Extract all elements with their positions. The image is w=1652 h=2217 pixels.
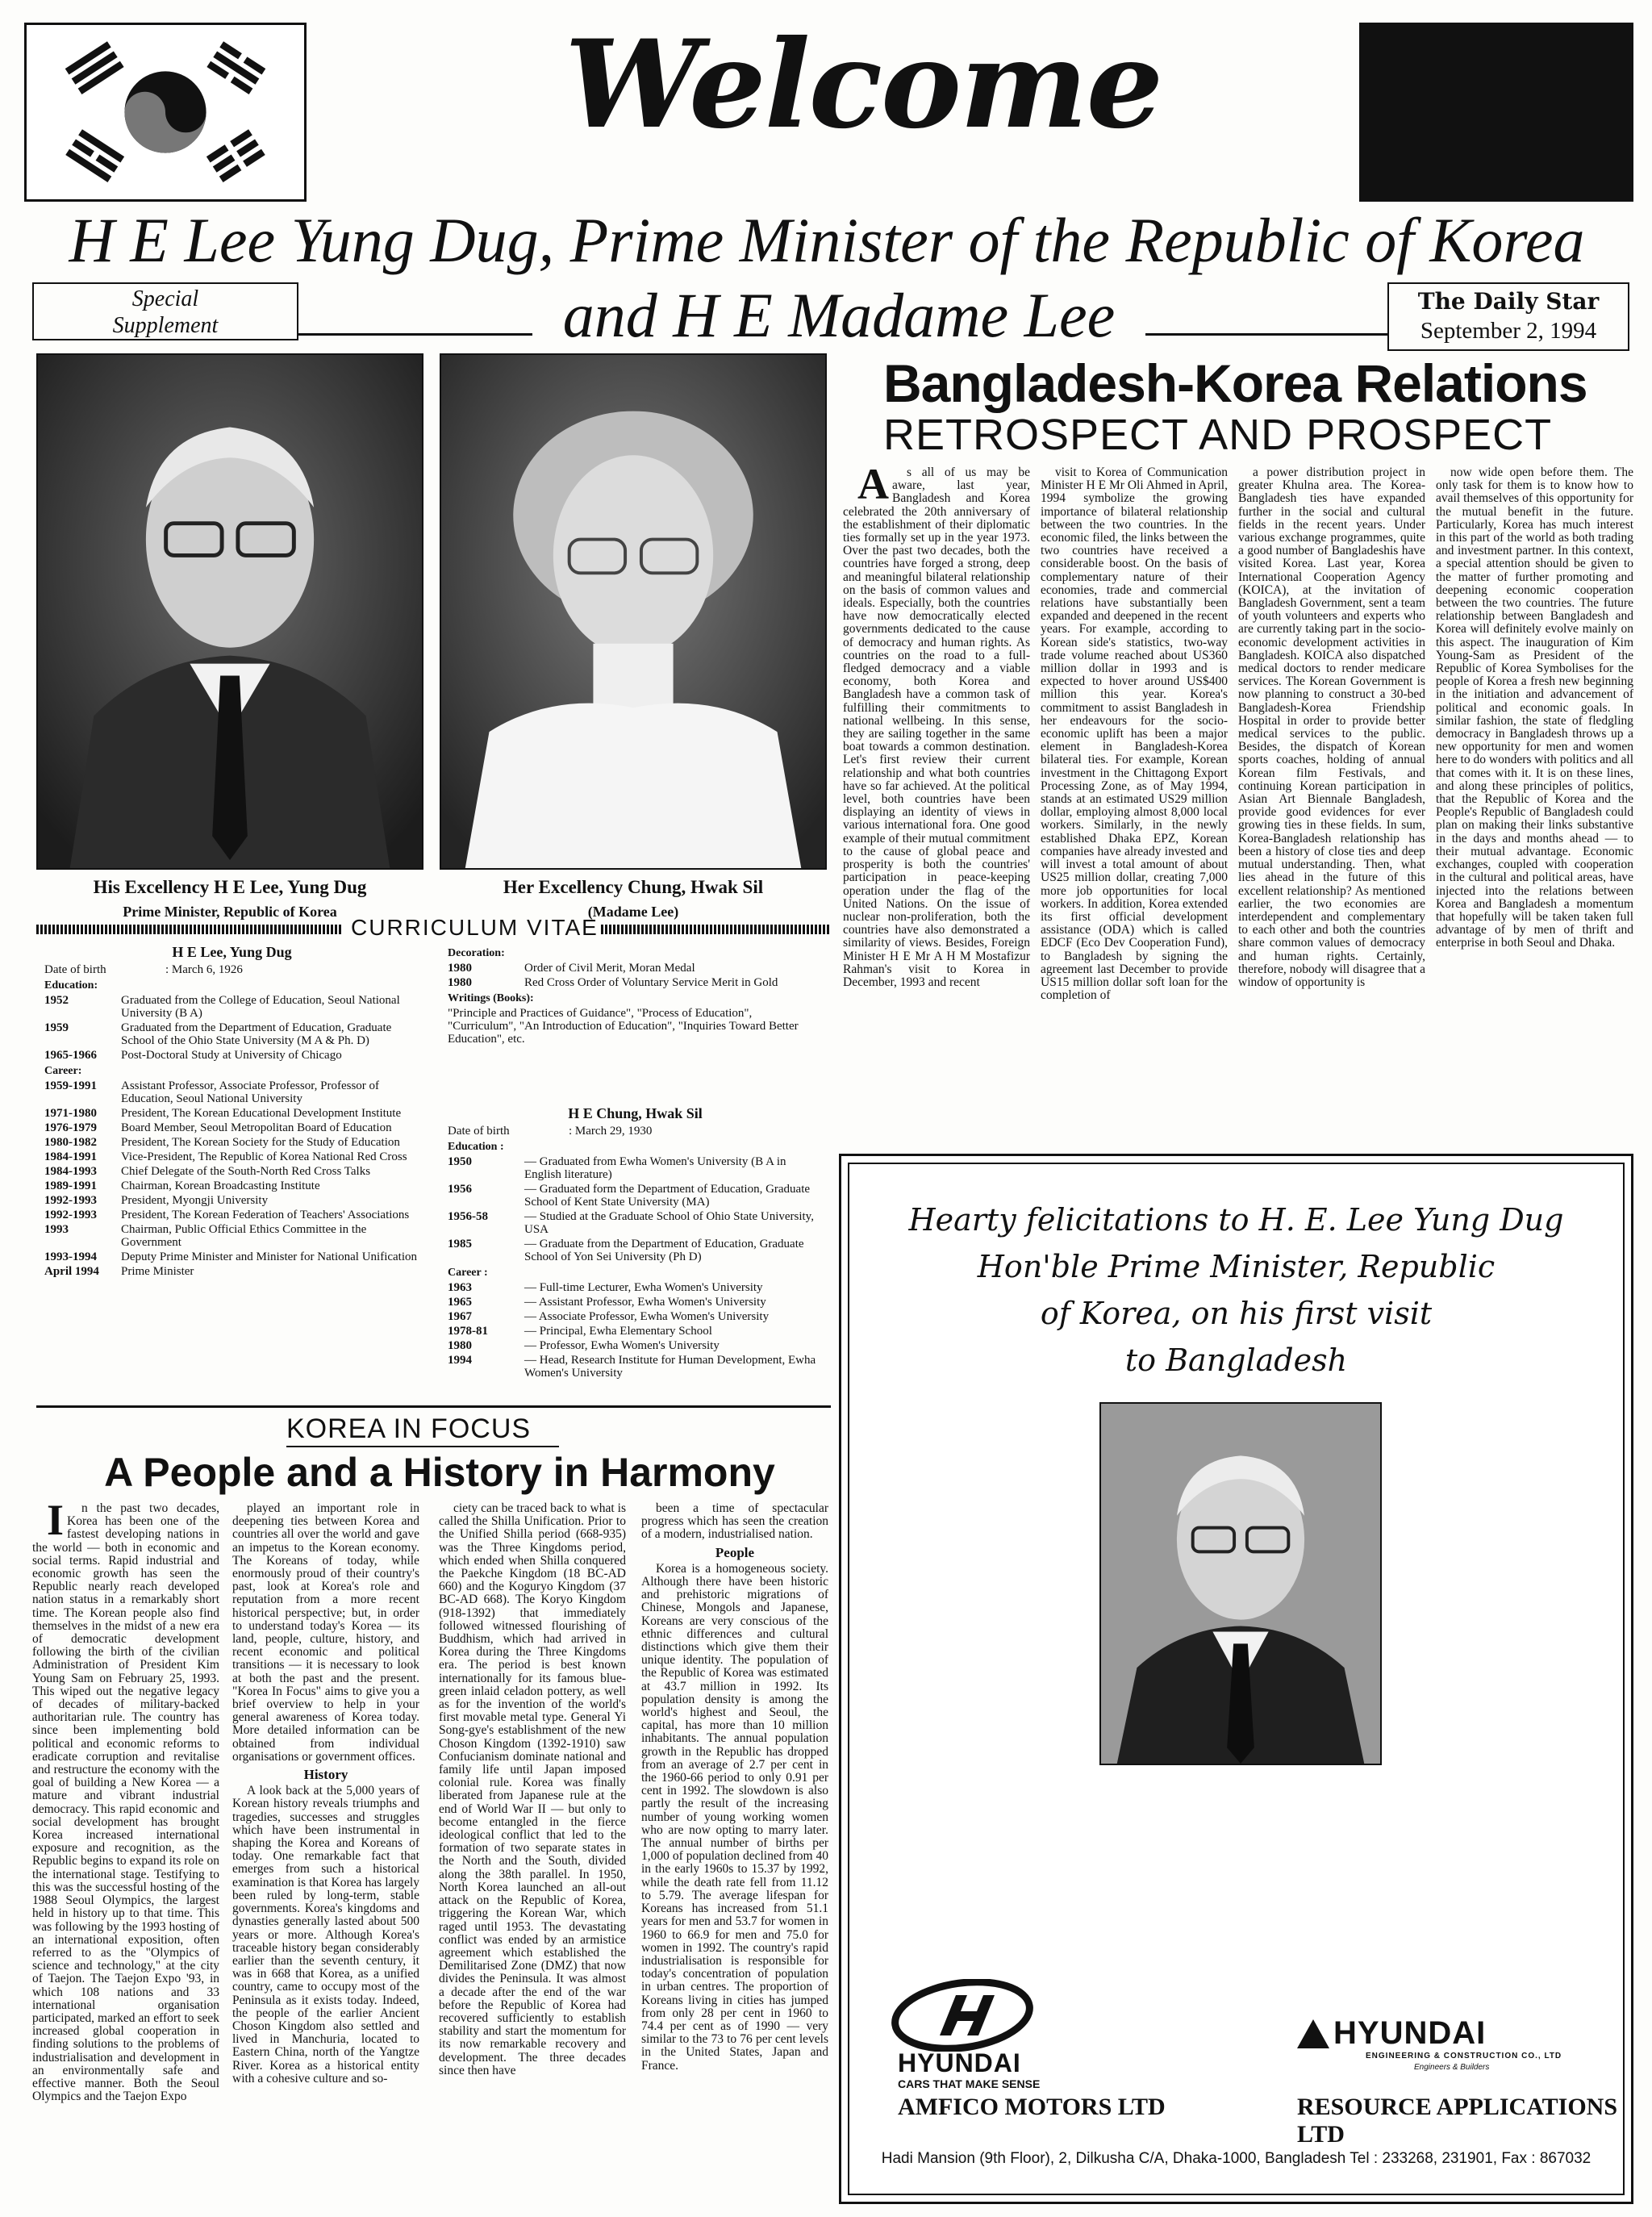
focus-text-1: In the past two decades, Korea has been one of the fastest developing nations in the world — both in economic and social terms. Rapid industrial and economic growth has seen the Republic nearly reach developed nation status in a remarkably short time. The Korean people also find themselves in the midst of a new era of democratic development following the birth of the civilian Administration of President Kim Young Sam on February 25, 1993. This wiped out the negative legacy of decades of military-backed authoritarian rule. The country has since been implementing bold political and economic reforms to eradicate corruption and revitalise and restructure the economy with the goal of building a New Korea — a mature and vibrant industrial democracy. This rapid economic and social development has brought Korea increased international exposure and recognition, as the Republic begins to expand its role on the international stage. Testifying to this was the successful hosting of the 1988 Seoul Olympics, the largest held in history up to that time. This was following by the 1993 hosting of an international exposition, often referred to as the "Olympics of science and technology," at the city of Taejon. The Taejon Expo '93, in which 108 nations and 33 international organisation participated, marked an effort to seek increased global cooperation in finding solutions to the problems of industrialisation and development in an environmentally safe and effective manner. Both the Seoul Olympics and the Taejon Expo bbox=[32, 1502, 219, 2104]
cv-entry-row bbox=[44, 1079, 419, 1105]
relations-text-1: As all of us may be aware, last year, Bangladesh and Korea celebrated the 20th anniversary of the establishment of their diplomatic ties formally set up in the year 1973. Over the past two decades, both the countries have forged a strong, deep and meaningful bilateral relationship on the basis of common values and ideals. Especially, both the countries have now democratically elected governments dedicated to the cause of democracy and human rights. As countries on the road to a full-fledged democracy and a viable economy, both Korea and Bangladesh have a common task of fulfilling their commitments to national wellbeing. In this sense, they are sailing together in the same boat towards a common destination. Let's first review their current relationship and what both countries have so far achieved. At the political level, both countries have been displaying an identity of views in various international fora. One good example of their mutual commitment to the cause of global peace and prosperity is both the countries' participation in peace-keeping operation under the flag of the United Nations. On the issue of nuclear non-proliferation, both the countries have also demonstrated a similarity of views. Besides, Foreign Minister H E Mr A H M Mostafizur Rahman's visit to Korea in December, 1993 and recent bbox=[843, 466, 1030, 989]
felicitation-advertisement bbox=[839, 1154, 1633, 2204]
cv-entry-row bbox=[448, 1296, 823, 1309]
cv-entry-row bbox=[448, 1339, 823, 1352]
cv-entry-year: 1984-1991 bbox=[44, 1150, 97, 1163]
paper-masthead: The Daily Star bbox=[1417, 288, 1600, 315]
focus-text-2b: A look back at the 5,000 years of Korean history reveals triumphs and tragedies, successes and struggles which have been instrumental in shaping the Korea and Koreans of today. One remarkable fact that emerges from such a historical examination is that Korea has largely been ruled by long-term, stable governments. Korea's kingdoms and dynasties generally lasted about 500 years or more. Although Korea's traceable history began considerably earlier than the seventh century, it was in 668 that Korea, as a unified country, came to occupy most of the Peninsula as it exists today. Indeed, the people of the earlier Ancient Choson Kingdom also settled and lived in Manchuria, located to Eastern China, north of the Yangtze River. Korea as a historical entity with a cohesive culture and so- bbox=[232, 1784, 419, 2085]
paper-dateline-box bbox=[1387, 282, 1629, 351]
ad-message-line3: of Korea, on his first visit bbox=[1040, 1296, 1433, 1331]
hyundai-brand: HYUNDAI bbox=[898, 2048, 1021, 2077]
cv-entry-row bbox=[44, 1209, 419, 1221]
people-subhead: People bbox=[715, 1544, 755, 1560]
cv-entry-year: 1989-1991 bbox=[44, 1179, 97, 1192]
cv-entry-text: — Head, Research Institute for Human Development, Ewha Women's University bbox=[524, 1354, 816, 1380]
focus-column-2 bbox=[232, 1502, 419, 2208]
guest-title-line1: H E Lee Yung Dug, Prime Minister of the Republic of Korea bbox=[69, 205, 1585, 275]
cv-entry-year: 1952 bbox=[44, 994, 69, 1007]
cv-pm-column bbox=[44, 944, 419, 1280]
hyundai-logo-icon bbox=[890, 1979, 1035, 2052]
cv-entry-row bbox=[44, 1136, 419, 1149]
korean-flag-image bbox=[24, 23, 307, 202]
cv-madame-name: H E Chung, Hwak Sil bbox=[568, 1105, 703, 1121]
cv-entry-year: April 1994 bbox=[44, 1265, 99, 1278]
header-rule-right bbox=[1145, 333, 1387, 336]
cv-entry-text: — Professor, Ewha Women's University bbox=[524, 1339, 720, 1352]
cv-entry-row bbox=[44, 1049, 419, 1062]
hyundai-tagline: CARS THAT MAKE SENSE bbox=[898, 2077, 1041, 2090]
pm-portrait-ad-photo bbox=[1099, 1402, 1382, 1765]
cv-entry-year: 1992-1993 bbox=[44, 1194, 97, 1207]
cv-entry-text: President, Myongji University bbox=[121, 1194, 269, 1207]
cv-pm-career-list bbox=[44, 1079, 419, 1278]
cv-entry-row bbox=[448, 1281, 823, 1294]
cv-entry-row bbox=[448, 1155, 823, 1181]
ad-address: Hadi Mansion (9th Floor), 2, Dilkusha C/A, Dhaka-1000, Bangladesh Tel : 233268, 231901, Fax : 867032 bbox=[881, 2150, 1592, 2167]
amfico-company: AMFICO MOTORS LTD bbox=[898, 2094, 1166, 2120]
focus-kicker-rule bbox=[286, 1446, 559, 1447]
cv-entry-text: Assistant Professor, Associate Professor, Professor of Education, Seoul National University bbox=[121, 1079, 380, 1105]
focus-text-4: Korea is a homogeneous society. Although there have been historic and prehistoric migrations of Chinese, Mongols and Japanese, Koreans are very conscious of the ethnic differences and cultural distinctions which give them their unique identity. The population of the Republic of Korea was estimated at 43.7 million in 1992. Its population density is among the world's highest and Seoul, the capital, has more than 10 million inhabitants. The annual population growth in the Republic has dropped from an average of 2.7 per cent in the 1960-66 period to only 0.91 per cent in 1992. The slowdown is also partly the result of the increasing number of young working women who are now opting to marry later. The annual number of births per 1,000 of population declined from 40 in the early 1960s to 15.37 by 1992, while the death rate fell from 11.12 to 5.79. The average lifespan for Koreans has increased from 51.1 years for men and 53.7 for women in 1960 to 66.9 for men and 75.0 for women in 1992. The country's rapid industrialisation is responsible for today's concentration of population in urban centres. The proportion of Koreans living in cities has jumped from only 28 per cent in 1960 to 74.4 per cent as of 1990 — very similar to the 73 to 76 per cent levels in the United States, Japan and France. bbox=[641, 1561, 828, 2073]
cv-entry-year: 1959 bbox=[44, 1021, 69, 1034]
cv-pm-writings-label: Writings (Books): bbox=[448, 992, 534, 1004]
cv-entry-text: — Graduated from Ewha Women's University (B A in English literature) bbox=[524, 1155, 786, 1181]
cv-entry-year: 1978-81 bbox=[448, 1325, 488, 1338]
cv-entry-row bbox=[448, 962, 823, 975]
cv-entry-row bbox=[448, 1354, 823, 1380]
hyundai-construction-triangle-icon bbox=[1297, 2019, 1329, 2048]
cv-entry-year: 1956 bbox=[448, 1183, 472, 1196]
cv-entry-year: 1965 bbox=[448, 1296, 472, 1309]
cv-entry-year: 1985 bbox=[448, 1238, 472, 1250]
cv-entry-year: 1963 bbox=[448, 1281, 472, 1294]
special-label: Special bbox=[131, 286, 199, 311]
cv-entry-text: Chief Delegate of the South-North Red Cross Talks bbox=[121, 1165, 371, 1178]
cv-entry-text: — Studied at the Graduate School of Ohio State University, USA bbox=[524, 1210, 814, 1236]
pm-caption-title: Prime Minister, Republic of Korea bbox=[123, 904, 337, 920]
cv-entry-year: 1980-1982 bbox=[44, 1136, 97, 1149]
cv-entry-year: 1980 bbox=[448, 962, 472, 975]
cv-entry-row bbox=[448, 1238, 823, 1263]
black-emblem-box bbox=[1359, 23, 1633, 202]
cv-entry-text: President, The Korean Society for the Study of Education bbox=[121, 1136, 400, 1149]
prime-minister-photo bbox=[36, 353, 423, 870]
focus-text-4a: been a time of spectacular progress which has seen the creation of a modern, industrialised nation. bbox=[641, 1502, 828, 1542]
cv-entry-row bbox=[44, 1121, 419, 1134]
cv-entry-row bbox=[44, 1165, 419, 1178]
cv-entry-text: Chairman, Public Official Ethics Committee in the Government bbox=[121, 1223, 367, 1249]
cv-entry-text: Order of Civil Merit, Moran Medal bbox=[524, 962, 695, 975]
focus-column-4 bbox=[641, 1502, 828, 2208]
ad-message-line4: to Bangladesh bbox=[1124, 1342, 1348, 1378]
ad-message-line1: Hearty felicitations to H. E. Lee Yung Dug bbox=[908, 1202, 1564, 1238]
cv-entry-text: Graduated from the College of Education, Seoul National University (B A) bbox=[121, 994, 400, 1020]
cv-entry-row bbox=[44, 1150, 419, 1163]
cv-entry-year: 1993-1994 bbox=[44, 1250, 97, 1263]
hyundai-construction-brand: HYUNDAI bbox=[1333, 2015, 1487, 2051]
cv-entry-year: 1984-1993 bbox=[44, 1165, 97, 1178]
cv-entry-year: 1971-1980 bbox=[44, 1107, 97, 1120]
resource-applications-company: RESOURCE APPLICATIONS LTD bbox=[1297, 2094, 1618, 2148]
focus-headline: A People and a History in Harmony bbox=[104, 1450, 775, 1495]
cv-pm-education-label: Education: bbox=[44, 979, 98, 992]
relations-column-2 bbox=[1041, 466, 1228, 1138]
cv-entry-text: Graduated from the Department of Education, Graduate School of the Ohio State University (M A & Ph. D) bbox=[121, 1021, 392, 1047]
relations-column-1 bbox=[843, 466, 1030, 1138]
cv-pm-writings: "Principle and Practices of Guidance", "Process of Education", "Curriculum", "An Introduction of Education", "Inquiries Toward Better Education", etc. bbox=[448, 1007, 799, 1046]
hyundai-construction-subtagline: Engineers & Builders bbox=[1414, 2063, 1490, 2072]
cv-entry-text: Post-Doctoral Study at University of Chicago bbox=[121, 1049, 342, 1062]
cv-pm-dob: : March 6, 1926 bbox=[165, 963, 243, 976]
hyundai-construction-tagline: ENGINEERING & CONSTRUCTION CO., LTD bbox=[1366, 2052, 1562, 2060]
cv-entry-text: Red Cross Order of Voluntary Service Merit in Gold bbox=[524, 976, 778, 989]
cv-entry-text: — Principal, Ewha Elementary School bbox=[524, 1325, 712, 1338]
cv-entry-row bbox=[448, 1310, 823, 1323]
history-subhead: History bbox=[303, 1767, 348, 1783]
focus-text-2: played an important role in deepening ties between Korea and countries all over the world and gave an impetus to the Korean economy. The Koreans of today, while enormously proud of their country's past, look at Korea's role and reputation from a more recent historical perspective; but, in order to understand today's Korea — its land, people, culture, history, and recent economic and political transitions — it is necessary to look at both the past and the present. "Korea In Focus" aims to give you a brief overview to help in your general awareness of Korea today. More detailed information can be obtained from individual organisations or government offices. bbox=[232, 1502, 419, 1764]
cv-entry-year: 1993 bbox=[44, 1223, 69, 1236]
relations-text-3: a power distribution project in greater Khulna area. The Korea-Bangladesh ties have expanded further in the social and cultural fields in the recent years. Under various exchange programmes, quite a good number of Bangladeshis have visited Korea. Last year, Korea International Cooperation Agency (KOICA), at the invitation of Bangladesh Government, sent a team of youth volunteers and experts who are currently taking part in the socio-economic development activities in Bangladesh. KOICA also dispatched medical doctors to render medicare services. The Korean Government is now planning to construct a 30-bed Bangladesh-Korea Friendship Hospital in order to provide better medical services to the public. Besides, the dispatch of Korean sports coaches, holding of annual Korean film Festivals, and continuing Korean participation in Asian Art Biennale Bangladesh, provide good evidences for ever growing ties in these fields. In sum, Korea-Bangladesh relationship has been a history of close ties and deep mutual understanding. Then, what lies ahead in the future of this excellent relationship? As mentioned earlier, the two economies are interdependent and complementary to each other and both the countries share common values of democracy and human rights. Certainly, therefore, nobody will disagree that a window of opportunity is bbox=[1238, 466, 1425, 989]
cv-entry-text: President, The Korean Federation of Teachers' Associations bbox=[121, 1209, 410, 1221]
cv-entry-year: 1980 bbox=[448, 976, 472, 989]
cv-pm-education-list bbox=[44, 994, 419, 1062]
relations-subheadline: RETROSPECT AND PROSPECT bbox=[883, 411, 1553, 459]
cv-entry-row bbox=[44, 1265, 419, 1278]
cv-entry-text: — Assistant Professor, Ewha Women's University bbox=[524, 1296, 766, 1309]
focus-column-1 bbox=[32, 1502, 219, 2208]
ad-message-line2: Hon'ble Prime Minister, Republic bbox=[977, 1249, 1496, 1284]
cv-entry-row bbox=[44, 1250, 419, 1263]
relations-text-2: visit to Korea of Communication Minister H E Mr Oli Ahmed in April, 1994 symbolize the growing importance of bilateral relationship between the two countries. In the economic filed, the links between the two countries have received a considerable boost. On the basis of complementary nature of their economies, trade and commercial relations have substantially been expanded and deepened in the recent years. For example, according to Korean side's statistics, two-way trade volume reached about US360 million dollar in 1993 and is expected to hover around US$400 million this year. Korea's commitment to assist Bangladesh in her endeavours for the socio-economic uplift has been a major element in Bangladesh-Korea bilateral ties. For example, Korean investment in the Chittagong Export Processing Zone, as of May 1994, stands at an estimated US29 million dollar, employing almost 8,000 local workers. Similarly, in the newly established Dhaka EPZ, Korean companies have already invested and will invest a total amount of about US25 million dollar, creating 7,000 more job opportunities for local workers. In addition, Korea extended its first official development assistance (ODA) which is called EDCF (Eco Dev Cooperation Fund), to Bangladesh by signing the agreement last December to provide US15 million dollar soft loan for the completion of bbox=[1041, 466, 1228, 1003]
cv-entry-text: — Associate Professor, Ewha Women's University bbox=[524, 1310, 770, 1323]
cv-madame-education-list bbox=[448, 1155, 823, 1263]
cv-madame-dob: : March 29, 1930 bbox=[569, 1125, 653, 1138]
cv-madame-career-list bbox=[448, 1281, 823, 1380]
cv-entry-text: President, The Korean Educational Development Institute bbox=[121, 1107, 402, 1120]
cv-entry-year: 1965-1966 bbox=[44, 1049, 97, 1062]
cv-pm-decoration-label: Decoration: bbox=[448, 947, 505, 959]
cv-heading bbox=[36, 915, 831, 941]
cv-entry-text: — Full-time Lecturer, Ewha Women's University bbox=[524, 1281, 763, 1294]
cv-entry-text: Board Member, Seoul Metropolitan Board of Education bbox=[121, 1121, 392, 1134]
pm-caption-name: His Excellency H E Lee, Yung Dug bbox=[93, 877, 367, 897]
cv-pm-career-label: Career: bbox=[44, 1065, 82, 1077]
cv-entry-row bbox=[448, 1210, 823, 1236]
cv-entry-row bbox=[448, 1325, 823, 1338]
madame-caption-title: (Madame Lee) bbox=[587, 904, 679, 920]
cv-pm-name: H E Lee, Yung Dug bbox=[172, 944, 292, 960]
cv-entry-year: 1967 bbox=[448, 1310, 472, 1323]
cv-entry-row bbox=[44, 1179, 419, 1192]
cv-entry-row bbox=[448, 976, 823, 989]
cv-entry-year: 1959-1991 bbox=[44, 1079, 97, 1092]
relations-headline: Bangladesh-Korea Relations bbox=[883, 353, 1587, 413]
cv-entry-text: — Graduated form the Department of Education, Graduate School of Kent State University (MA) bbox=[524, 1183, 811, 1209]
paper-date: September 2, 1994 bbox=[1420, 318, 1597, 344]
cv-entry-text: Vice-President, The Republic of Korea National Red Cross bbox=[121, 1150, 407, 1163]
cv-title: CURRICULUM VITAE bbox=[351, 915, 599, 940]
cv-entry-year: 1992-1993 bbox=[44, 1209, 97, 1221]
ad-inner-border bbox=[848, 1163, 1625, 2195]
cv-entry-year: 1956-58 bbox=[448, 1210, 488, 1223]
guest-title-line2: and H E Madame Lee bbox=[562, 280, 1116, 350]
cv-entry-year: 1994 bbox=[448, 1354, 472, 1367]
cv-pm-column2 bbox=[448, 944, 823, 1046]
cv-entry-row bbox=[44, 994, 419, 1020]
cv-entry-year: 1976-1979 bbox=[44, 1121, 97, 1134]
cv-entry-text: — Graduate from the Department of Education, Graduate School of Yon Sei University (Ph D) bbox=[524, 1238, 804, 1263]
cv-pm-decoration-list bbox=[448, 962, 823, 989]
cv-entry-row bbox=[44, 1021, 419, 1047]
cv-madame-career-label: Career : bbox=[448, 1267, 488, 1279]
cv-entry-year: 1980 bbox=[448, 1339, 472, 1352]
supplement-label: Supplement bbox=[112, 313, 219, 338]
cv-entry-year: 1950 bbox=[448, 1155, 472, 1168]
cv-entry-text: Deputy Prime Minister and Minister for National Unification bbox=[121, 1250, 418, 1263]
relations-column-3 bbox=[1238, 466, 1425, 1138]
cv-pm-dob-label: Date of birth bbox=[44, 963, 106, 976]
cv-entry-row bbox=[44, 1223, 419, 1249]
cv-entry-text: Prime Minister bbox=[121, 1265, 194, 1278]
cv-entry-text: Chairman, Korean Broadcasting Institute bbox=[121, 1179, 320, 1192]
cv-entry-row bbox=[44, 1107, 419, 1120]
header-rule-left bbox=[298, 333, 532, 336]
madame-lee-photo bbox=[440, 353, 827, 870]
cv-madame-dob-label: Date of birth bbox=[448, 1125, 510, 1138]
madame-caption-name: Her Excellency Chung, Hwak Sil bbox=[503, 877, 764, 897]
cv-entry-row bbox=[448, 1183, 823, 1209]
special-supplement-box bbox=[32, 282, 298, 340]
cv-madame-education-label: Education : bbox=[448, 1141, 504, 1153]
cv-madame-column bbox=[448, 1105, 823, 1381]
focus-column-3 bbox=[439, 1502, 626, 2208]
relations-column-4 bbox=[1436, 466, 1633, 1138]
welcome-heading: Welcome bbox=[565, 14, 1162, 156]
relations-text-4: now wide open before them. The only task for them is to know how to avail themselves of this opportunity for the mutual benefit in the future. Particularly, Korea has much interest in this part of the world as both trading and investment partner. In this context, a special attention should be given to the matter of further promoting and deepening economic cooperation between the two countries. The future relationship between Bangladesh and Korea will definitely evolve mainly on this aspect. The inauguration of Kim Young-Sam as President of the Republic of Korea Symbolises for the people of Korea a fresh new beginning in the initiation and advancement of political and economic goals. In similar fashion, the state of fledgling democracy in Bangladesh throws up a new opportunity for men and women here to do wonders with politics and all that comes with it. It is on these lines, and along these principles of politics, that the Republic of Korea and the People's Republic of Bangladesh could plan on making their links substantive in the days and months ahead — to their mutual advantage. Economic exchanges, coupled with cooperation in the cultural and political areas, have injected into the relations between Korea and Bangladesh a momentum that hopefully will be taken taken full advantage of by men of thrift and enterprise in both Seoul and Dhaka. bbox=[1436, 466, 1633, 950]
focus-kicker: KOREA IN FOCUS bbox=[286, 1413, 532, 1444]
focus-text-3: ciety can be traced back to what is called the Shilla Unification. Prior to the Unified Shilla period (668-935) was the Three Kingdoms period, which ended when Shilla conquered the Paekche Kingdom (18 BC-AD 660) and the Koguryo Kingdom (37 BC-AD 668). The Koryo Kingdom (918-1392) that immediately followed witnessed flourishing of Buddhism, which had arrived in Korea during the Three Kingdoms era. The period is best known internationally for its famous blue-green inlaid celadon pottery, as well as for the invention of the world's first movable metal type. General Yi Song-gye's establishment of the new Choson Kingdom (1392-1910) saw Confucianism dominate national and family life until Japan imposed colonial rule. Korea was finally liberated from Japanese rule at the end of World War II — but only to become entangled in the fierce ideological conflict that led to the formation of two separate states in the North and the South, divided along the 38th parallel. In 1950, North Korea launched an all-out attack on the Republic of Korea, triggering the Korean War, which raged until 1953. The devastating conflict was ended by an armistice agreement which established the Demilitarised Zone (DMZ) that now divides the Peninsula. It was almost a decade after the end of the war before the Republic of Korea had recovered sufficiently to establish stability and start the momentum for its now remarkable recovery and development. The three decades since then have bbox=[439, 1502, 626, 2077]
cv-entry-row bbox=[44, 1194, 419, 1207]
